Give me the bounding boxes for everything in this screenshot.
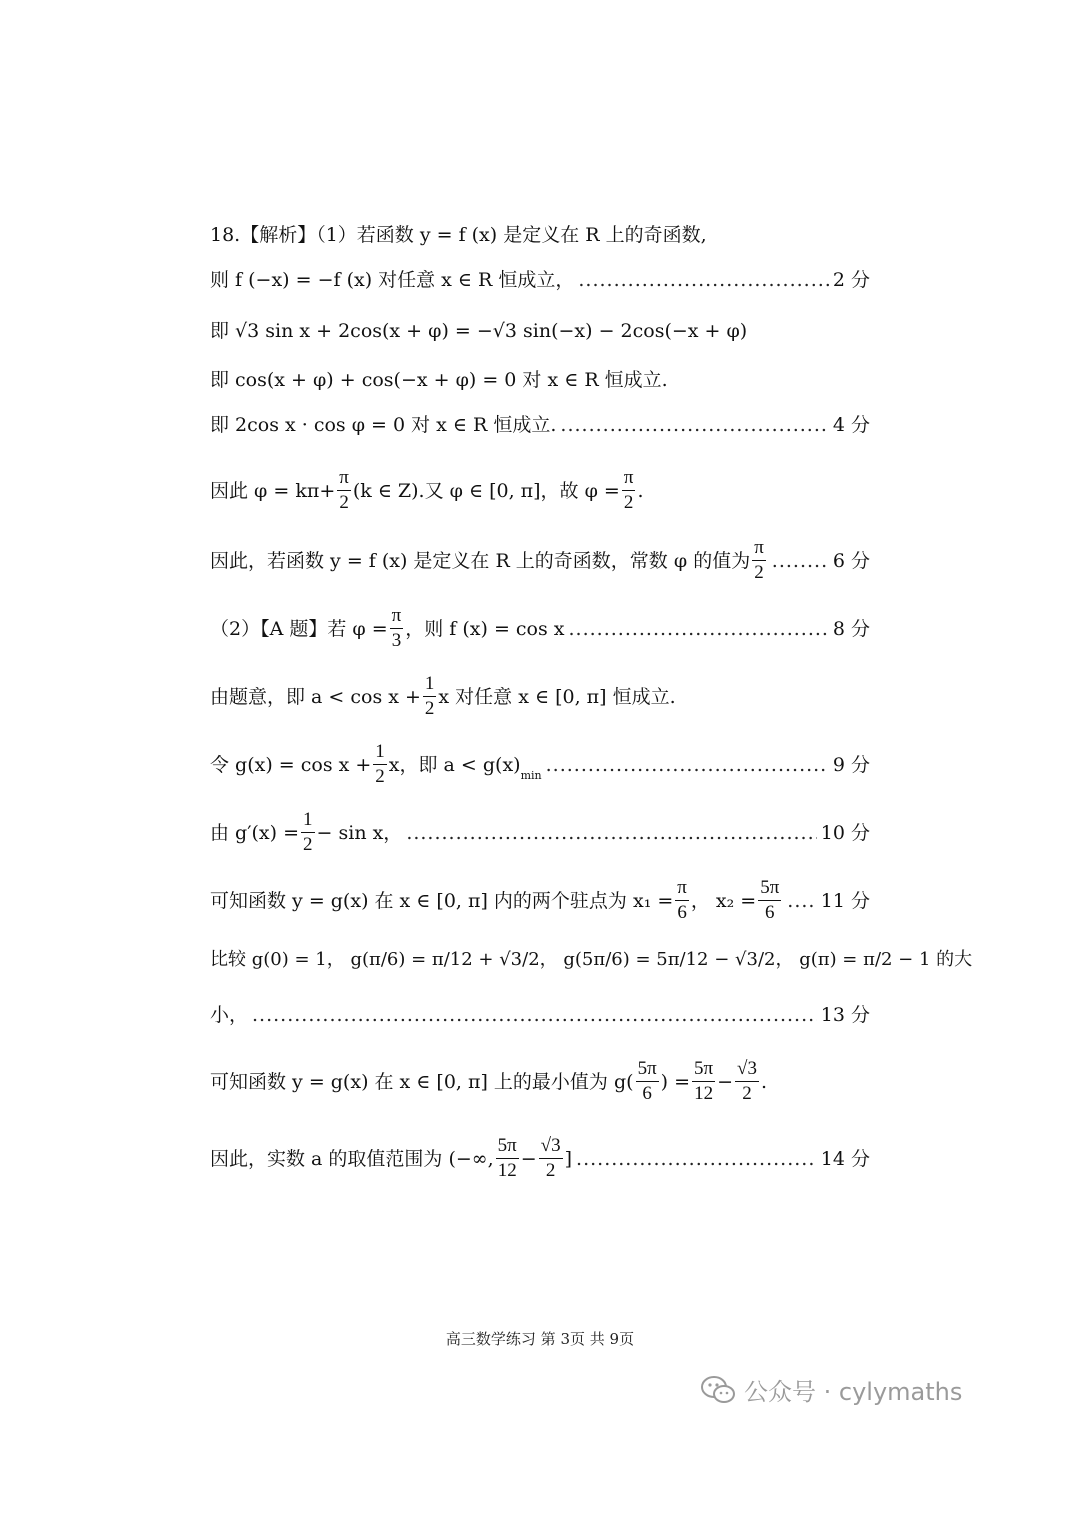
- solution-line-11: 由 g′(x) = $\frac{1}{2}$ − sin x， ..... 10 分: [210, 808, 870, 857]
- leader-dots: [576, 1146, 817, 1172]
- leader-dots: [252, 1002, 817, 1028]
- solution-line-12: 可知函数 y = g(x) 在 x ∈ [0, π] 内的两个驻点为 x₁ = $\frac{\pi}{6}$ ， x₂ = $\frac{5\pi}{6}$ ..... 11 分: [210, 876, 870, 925]
- solution-line-8: （2）【A 题】若 φ = $\frac{\pi}{3}$ ，则 f (x) = cos x ..... 8 分: [210, 604, 870, 653]
- watermark-text: 公众号 · cylymaths: [744, 1378, 963, 1406]
- solution-line-10: 令 g(x) = cos x + $\frac{1}{2}$ x，即 a < g(x) $_{min}$ ..... 9 分: [210, 740, 870, 789]
- fraction: $\frac{√3}{2}$: [540, 1135, 561, 1181]
- leader-dots: [787, 888, 816, 914]
- fraction: $\frac{√3}{2}$: [737, 1058, 757, 1104]
- fraction: $\frac{\pi}{3}$: [391, 605, 402, 651]
- fraction: $\frac{5\pi}{12}$: [694, 1058, 714, 1104]
- score-label: 8 分: [832, 617, 870, 640]
- wechat-icon: [700, 1375, 736, 1405]
- score-label: 9 分: [832, 753, 870, 776]
- fraction: $\frac{5\pi}{6}$: [760, 877, 780, 923]
- solution-line-6: 因此 φ = kπ+ $\frac{\pi}{2}$ (k ∈ Z).又 φ ∈ [0, π]，故 φ = $\frac{\pi}{2}$ .: [210, 467, 644, 513]
- fraction: $\frac{\pi}{6}$: [677, 877, 687, 923]
- fraction: $\frac{\pi}{2}$: [623, 467, 634, 513]
- leader-dots: [546, 752, 829, 778]
- fraction: $\frac{\pi}{2}$: [339, 467, 349, 513]
- leader-dots: [406, 820, 816, 846]
- solution-line-14: 小， ..... 13 分: [210, 1002, 870, 1028]
- fraction: $\frac{1}{2}$: [375, 741, 385, 787]
- solution-line-9: 由题意，即 a < cos x + $\frac{1}{2}$ x 对任意 x ∈ [0, π] 恒成立.: [210, 673, 676, 719]
- leader-dots: [772, 548, 829, 574]
- solution-line-4: 即 cos(x + φ) + cos(−x + φ) = 0 对 x ∈ R 恒成立.: [210, 369, 668, 391]
- solution-line-5: 即 2cos x · cos φ = 0 对 x ∈ R 恒成立. ..... 4 分: [210, 412, 870, 438]
- leader-dots: [578, 267, 828, 293]
- fraction: $\frac{5\pi}{12}$: [497, 1135, 517, 1181]
- solution-line-16: 因此，实数 a 的取值范围为 (−∞, $\frac{5\pi}{12}$ − $\frac{√3}{2}$ ] ..... 14 分: [210, 1134, 870, 1183]
- solution-line-1: 18.【解析】（1）若函数 y = f (x) 是定义在 R 上的奇函数,: [210, 224, 707, 246]
- fraction: $\frac{1}{2}$: [424, 673, 435, 719]
- wechat-watermark: [700, 1372, 962, 1407]
- score-label: 13 分: [820, 1004, 870, 1026]
- leader-dots: [560, 412, 828, 438]
- score-label: 6 分: [832, 549, 870, 572]
- solution-line-13: 比较 g(0) = 1， g(π/6) = π/12 + √3/2， g(5π/6) = 5π/12 − √3/2， g(π) = π/2 − 1 的大: [210, 949, 973, 970]
- fraction: $\frac{5\pi}{6}$: [637, 1058, 657, 1104]
- score-label: 10 分: [820, 821, 870, 844]
- fraction: $\frac{1}{2}$: [303, 809, 313, 855]
- score-label: 4 分: [832, 414, 870, 436]
- score-label: 11 分: [820, 889, 870, 912]
- score-label: 14 分: [820, 1147, 870, 1170]
- solution-line-7: 因此，若函数 y = f (x) 是定义在 R 上的奇函数，常数 φ 的值为 $\frac{\pi}{2}$ ..... 6 分: [210, 536, 870, 585]
- score-label: 2 分: [832, 269, 870, 291]
- solution-line-3: 即 √3 sin x + 2cos(x + φ) = −√3 sin(−x) − 2cos(−x + φ): [210, 320, 748, 342]
- leader-dots: [569, 616, 829, 642]
- solution-line-15: 可知函数 y = g(x) 在 x ∈ [0, π] 上的最小值为 g( $\frac{5\pi}{6}$ ) = $\frac{5\pi}{12}$ − $\frac{√3}{2}$ .: [210, 1058, 768, 1104]
- fraction: $\frac{\pi}{2}$: [754, 537, 764, 583]
- solution-line-2: 则 f (−x) = −f (x) 对任意 x ∈ R 恒成立， ..... 2 分: [210, 267, 870, 293]
- page-footer: 高三数学练习 第 3页 共 9页: [445, 1330, 635, 1348]
